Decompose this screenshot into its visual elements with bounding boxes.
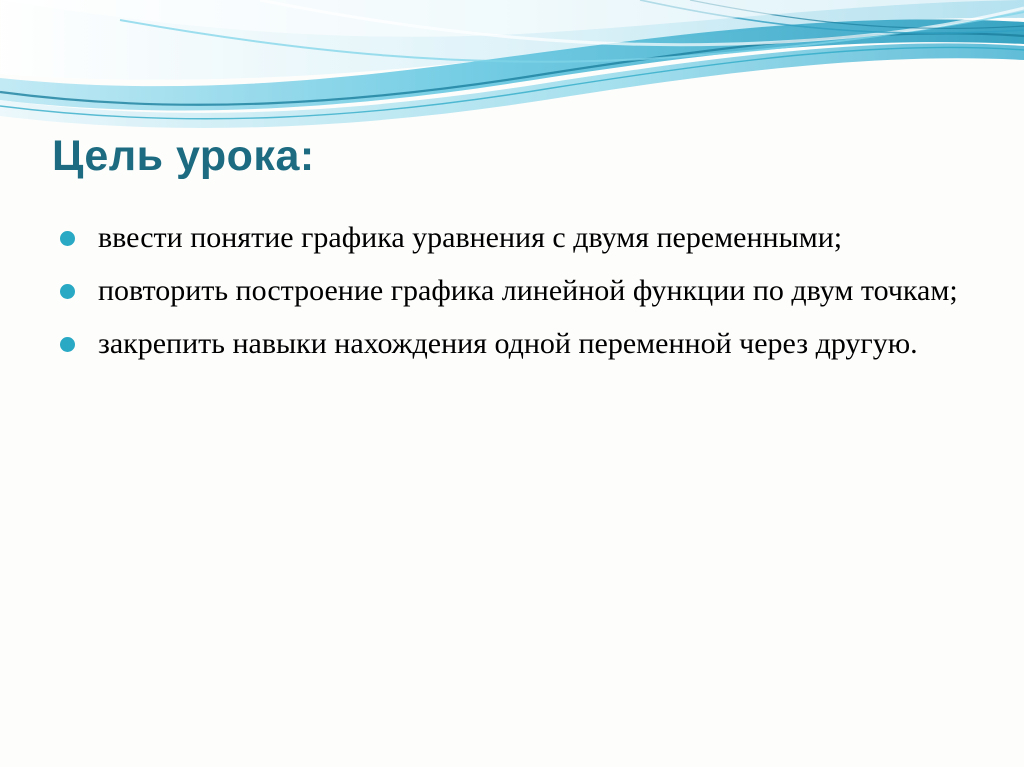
list-item-text: ввести понятие графика уравнения с двумя переменными;: [98, 221, 843, 254]
list-item: [46, 218, 976, 257]
bullet-dot-icon: [60, 337, 75, 352]
list-item-text: повторить построение графика линейной функции по двум точкам;: [98, 274, 958, 307]
bullet-dot-icon: [60, 284, 75, 299]
objectives-list: [46, 218, 976, 377]
list-item: [46, 271, 976, 310]
bullet-dot-icon: [60, 231, 75, 246]
list-item: [46, 324, 976, 363]
list-item-text: закрепить навыки нахождения одной переменной через другую.: [98, 327, 918, 360]
page-title: Цель урока:: [52, 132, 315, 180]
